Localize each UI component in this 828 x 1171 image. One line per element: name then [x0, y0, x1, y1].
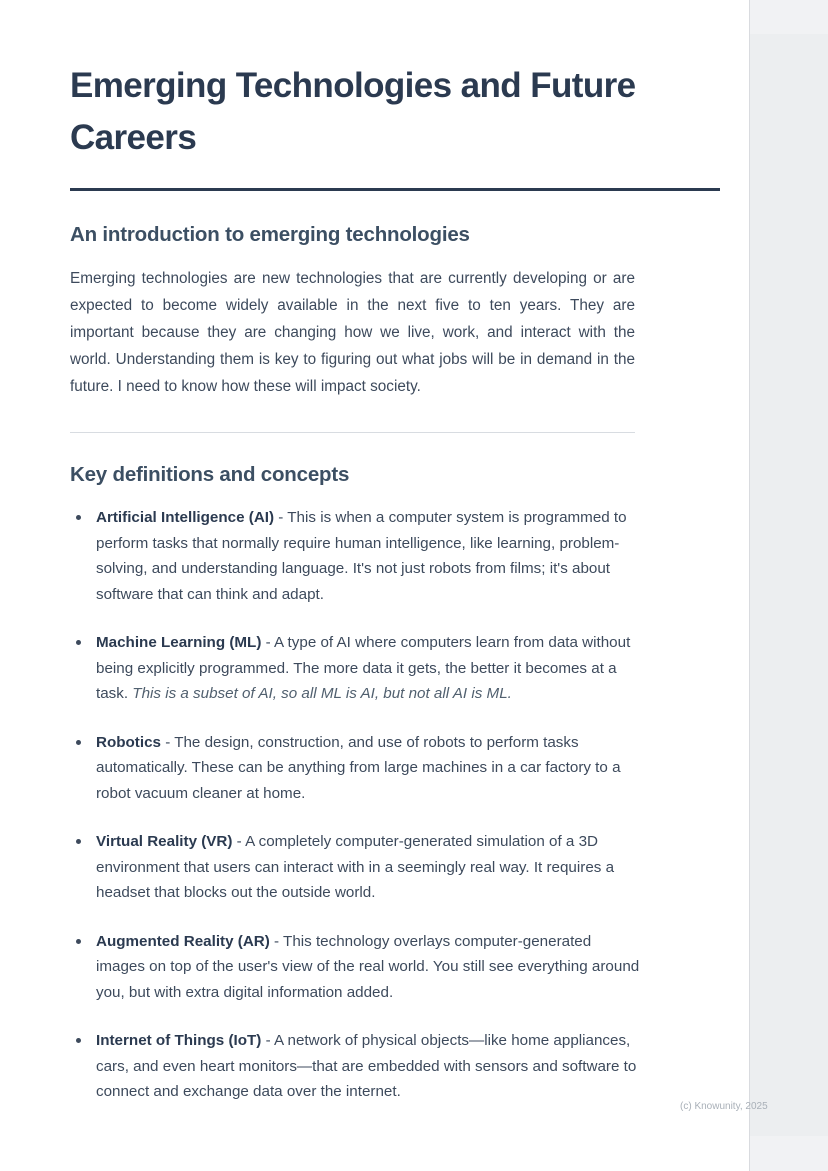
definition-term: Robotics [96, 733, 161, 751]
definition-body: - This is when a computer system is programmed to perform tasks that normally require human intelligence, like learning, problem-solving, and understanding language. It's not just robots from films; it's about software that can think and adapt. [96, 509, 627, 603]
section-heading-definitions: Key definitions and concepts [70, 463, 350, 486]
definition-body: - A type of AI where computers learn from data without being explicitly programmed. The more data it gets, the better it becomes at a task. [96, 634, 631, 702]
definition-body: - A completely computer-generated simulation of a 3D environment that users can interact with in a seemingly real way. It requires a headset that blocks out the outside world. [96, 833, 615, 901]
definition-body: - This technology overlays computer-generated images on top of the user's view of the real world. You still see everything around you, but with extra digital information added. [96, 932, 640, 1001]
section-paragraph-intro: Emerging technologies are new technologies that are currently developing or are expected to become widely available in the next five to ten years. They are important because they are changing how we live, work, and interact with the world. Understanding them is key to figuring out what jobs will be in demand in the future. I need to know how these will impact society. [70, 270, 635, 395]
page-title: Emerging Technologies and Future Careers [70, 66, 636, 157]
list-item [70, 730, 640, 807]
definition-term: Machine Learning (ML) [96, 634, 262, 651]
definition-term: Augmented Reality (AR) [96, 932, 270, 950]
list-item [70, 829, 640, 906]
list-item [70, 1028, 640, 1105]
title-divider [70, 188, 720, 191]
section-heading-intro: An introduction to emerging technologies [70, 223, 470, 246]
definition-body: - The design, construction, and use of robots to perform tasks automatically. These can be anything from large machines in a car factory to a robot vacuum cleaner at home. [96, 733, 621, 802]
list-item [70, 929, 640, 1006]
document-content [70, 60, 640, 1128]
definition-emphasis: This is a subset of AI, so all ML is AI, but not all AI is ML. [132, 685, 512, 702]
definitions-list [70, 505, 640, 1105]
scroll-gutter-track[interactable] [750, 34, 828, 1136]
list-item [70, 630, 640, 707]
definition-term: Artificial Intelligence (AI) [96, 509, 275, 526]
definition-body: - A network of physical objects—like home appliances, cars, and even heart monitors—that are embedded with sensors and software to connect and exchange data over the internet. [96, 1032, 637, 1100]
definition-term: Virtual Reality (VR) [96, 833, 233, 850]
definition-term: Internet of Things (IoT) [96, 1032, 262, 1049]
footer-credit: (c) Knowunity, 2025 [680, 1101, 768, 1112]
list-item [70, 505, 640, 607]
section-divider [70, 432, 635, 433]
scroll-gutter[interactable] [749, 0, 828, 1171]
